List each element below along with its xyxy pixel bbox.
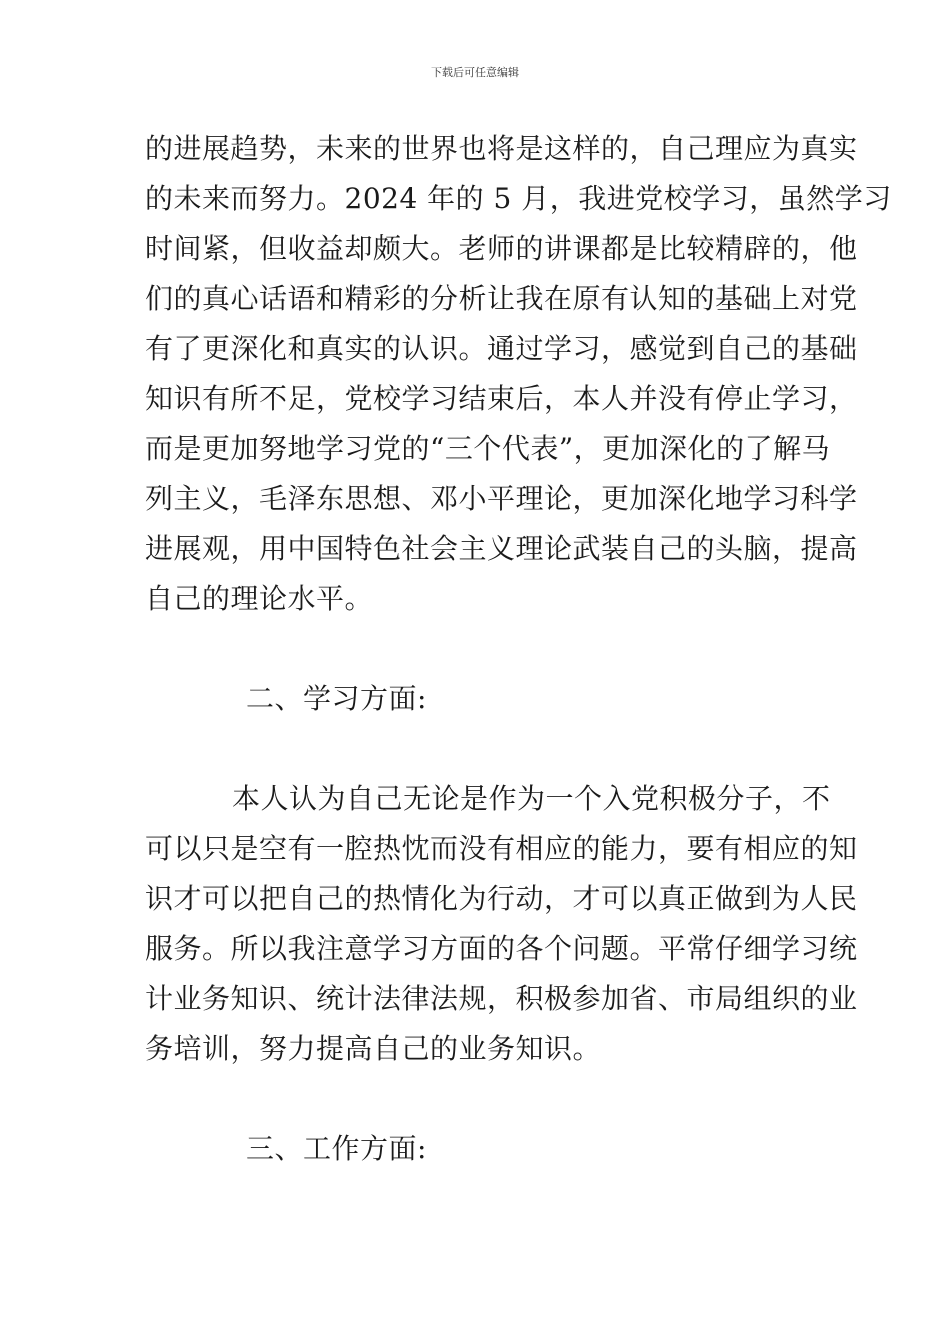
text-line: 服务。所以我注意学习方面的各个问题。平常仔细学习统: [145, 932, 858, 965]
text-line: 自己的理论水平。: [145, 582, 374, 615]
section-heading-study: 二、学习方面:: [246, 682, 427, 715]
text-line: 列主义，毛泽东思想、邓小平理论，更加深化地学习科学: [145, 482, 858, 515]
page-header: 下载后可任意编辑: [431, 66, 519, 79]
text-line: 知识有所不足，党校学习结束后，本人并没有停止学习，: [145, 382, 858, 415]
text-line: 进展观，用中国特色社会主义理论武装自己的头脑，提高: [145, 532, 858, 565]
text-line: 而是更加努地学习党的“三个代表”，更加深化的了解马: [145, 432, 831, 465]
text-line: 务培训，努力提高自己的业务知识。: [145, 1032, 602, 1065]
paragraph-continued: [145, 124, 892, 624]
text-line: 们的真心话语和精彩的分析让我在原有认知的基础上对党: [145, 282, 858, 315]
text-line: 时间紧，但收益却颇大。老师的讲课都是比较精辟的，他: [145, 232, 858, 265]
text-line: 有了更深化和真实的认识。通过学习，感觉到自己的基础: [145, 332, 858, 365]
text-line: 识才可以把自己的热情化为行动，才可以真正做到为人民: [145, 882, 858, 915]
document-body: [145, 124, 892, 1174]
text-line: 本人认为自己无论是作为一个入党积极分子，不: [232, 782, 831, 815]
text-line: 的未来而努力。2024 年的 5 月，我进党校学习，虽然学习: [145, 182, 892, 215]
paragraph-spacer: [145, 1074, 807, 1124]
text-line: 的进展趋势，未来的世界也将是这样的，自己理应为真实: [145, 132, 858, 165]
text-line: 可以只是空有一腔热忱而没有相应的能力，要有相应的知: [145, 832, 858, 865]
section-heading-work: 三、工作方面:: [246, 1132, 427, 1165]
paragraph-study: [145, 774, 858, 1074]
paragraph-spacer: [145, 624, 807, 674]
text-line: 计业务知识、统计法律法规，积极参加省、市局组织的业: [145, 982, 858, 1015]
paragraph-spacer: [145, 724, 807, 774]
